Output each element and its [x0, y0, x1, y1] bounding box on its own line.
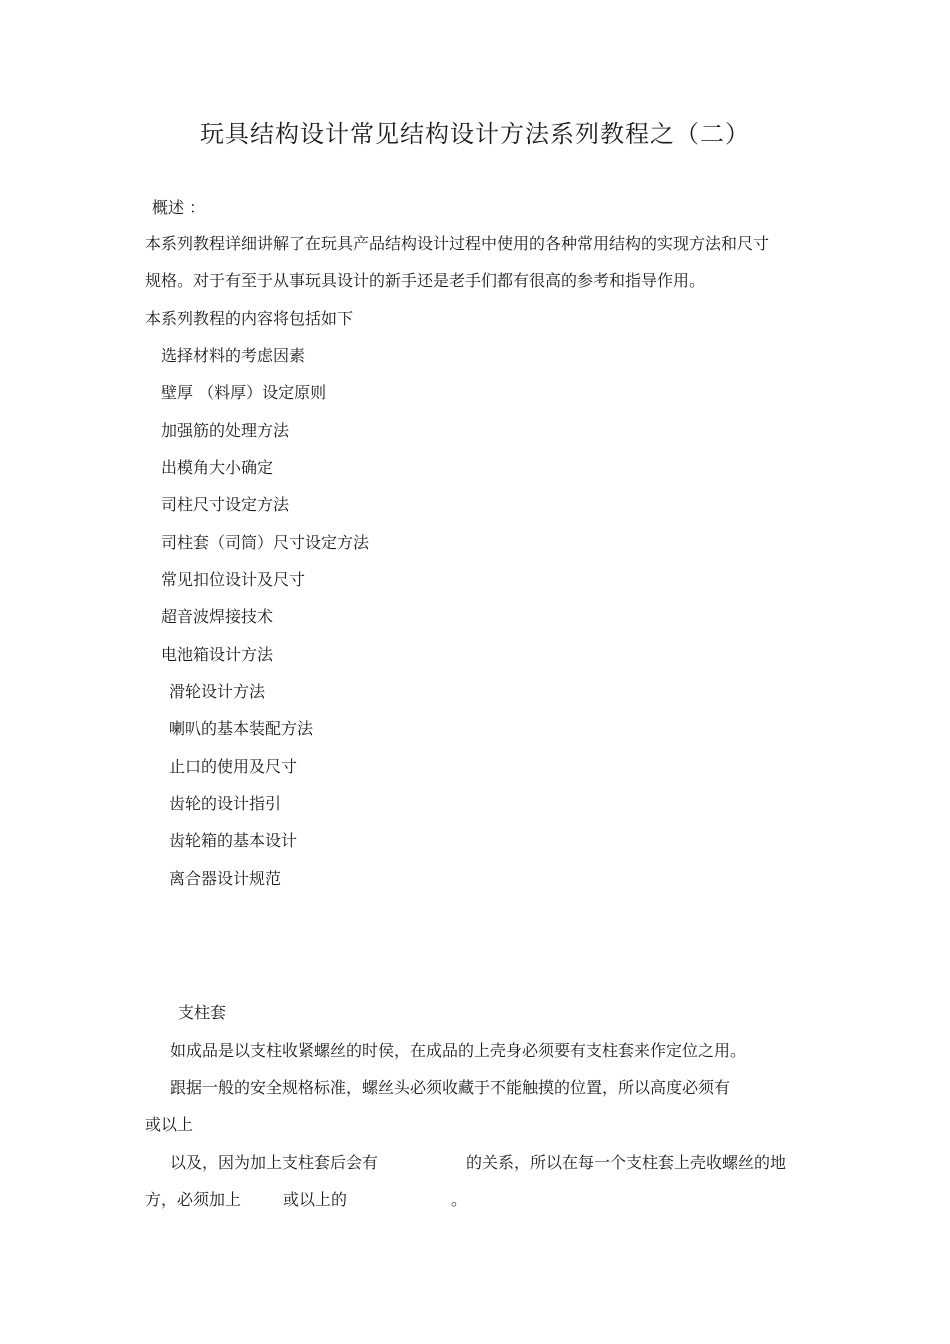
section-paragraph-2-line-2: 或以上: [145, 1115, 194, 1134]
list-item: 喇叭的基本装配方法: [169, 719, 314, 738]
overview-paragraph-line-2: 规格。对于有至于从事玩具设计的新手还是老手们都有很高的参考和指导作用。: [145, 271, 706, 290]
list-item: 齿轮箱的基本设计: [169, 831, 298, 850]
contents-intro: 本系列教程的内容将包括如下: [145, 309, 354, 328]
list-item: 壁厚 （料厚）设定原则: [161, 383, 327, 402]
list-item: 齿轮的设计指引: [169, 794, 282, 813]
section-paragraph-3-line-2: [145, 1190, 467, 1210]
list-item: 出模角大小确定: [161, 458, 274, 477]
list-item: 选择材料的考虑因素: [161, 346, 306, 365]
list-item: 离合器设计规范: [169, 869, 282, 888]
list-item: 加强筋的处理方法: [161, 421, 290, 440]
section-paragraph-1: 如成品是以支柱收紧螺丝的时侯，在成品的上壳身必须要有支柱套来作定位之用。: [170, 1041, 747, 1060]
list-item: 超音波焊接技术: [161, 607, 274, 626]
list-item: 止口的使用及尺寸: [169, 757, 298, 776]
document-title: 玩具结构设计常见结构设计方法系列教程之（二）: [200, 120, 750, 148]
list-item: 司柱套（司筒）尺寸设定方法: [161, 533, 370, 552]
overview-paragraph-line-1: 本系列教程详细讲解了在玩具产品结构设计过程中使用的各种常用结构的实现方法和尺寸: [145, 234, 770, 253]
section-paragraph-2-line-1: 跟据一般的安全规格标准，螺丝头必须收藏于不能触摸的位置，所以高度必须有: [170, 1078, 731, 1097]
list-item: 滑轮设计方法: [169, 682, 266, 701]
paragraph-text-segment: 。: [451, 1190, 468, 1209]
paragraph-text-segment: 或以上的: [283, 1190, 348, 1209]
list-item: 司柱尺寸设定方法: [161, 495, 290, 514]
section-heading: 支柱套: [178, 1003, 227, 1022]
list-item: 电池箱设计方法: [161, 645, 274, 664]
paragraph-text-segment: 以及，因为加上支柱套后会有: [170, 1153, 379, 1172]
paragraph-text-segment: 方，必须加上: [145, 1190, 242, 1209]
paragraph-text-segment: 的关系，所以在每一个支柱套上壳收螺丝的地: [466, 1153, 787, 1172]
section-paragraph-3-line-1: [170, 1153, 786, 1173]
overview-label: 概述 ：: [152, 198, 206, 217]
list-item: 常见扣位设计及尺寸: [161, 570, 306, 589]
